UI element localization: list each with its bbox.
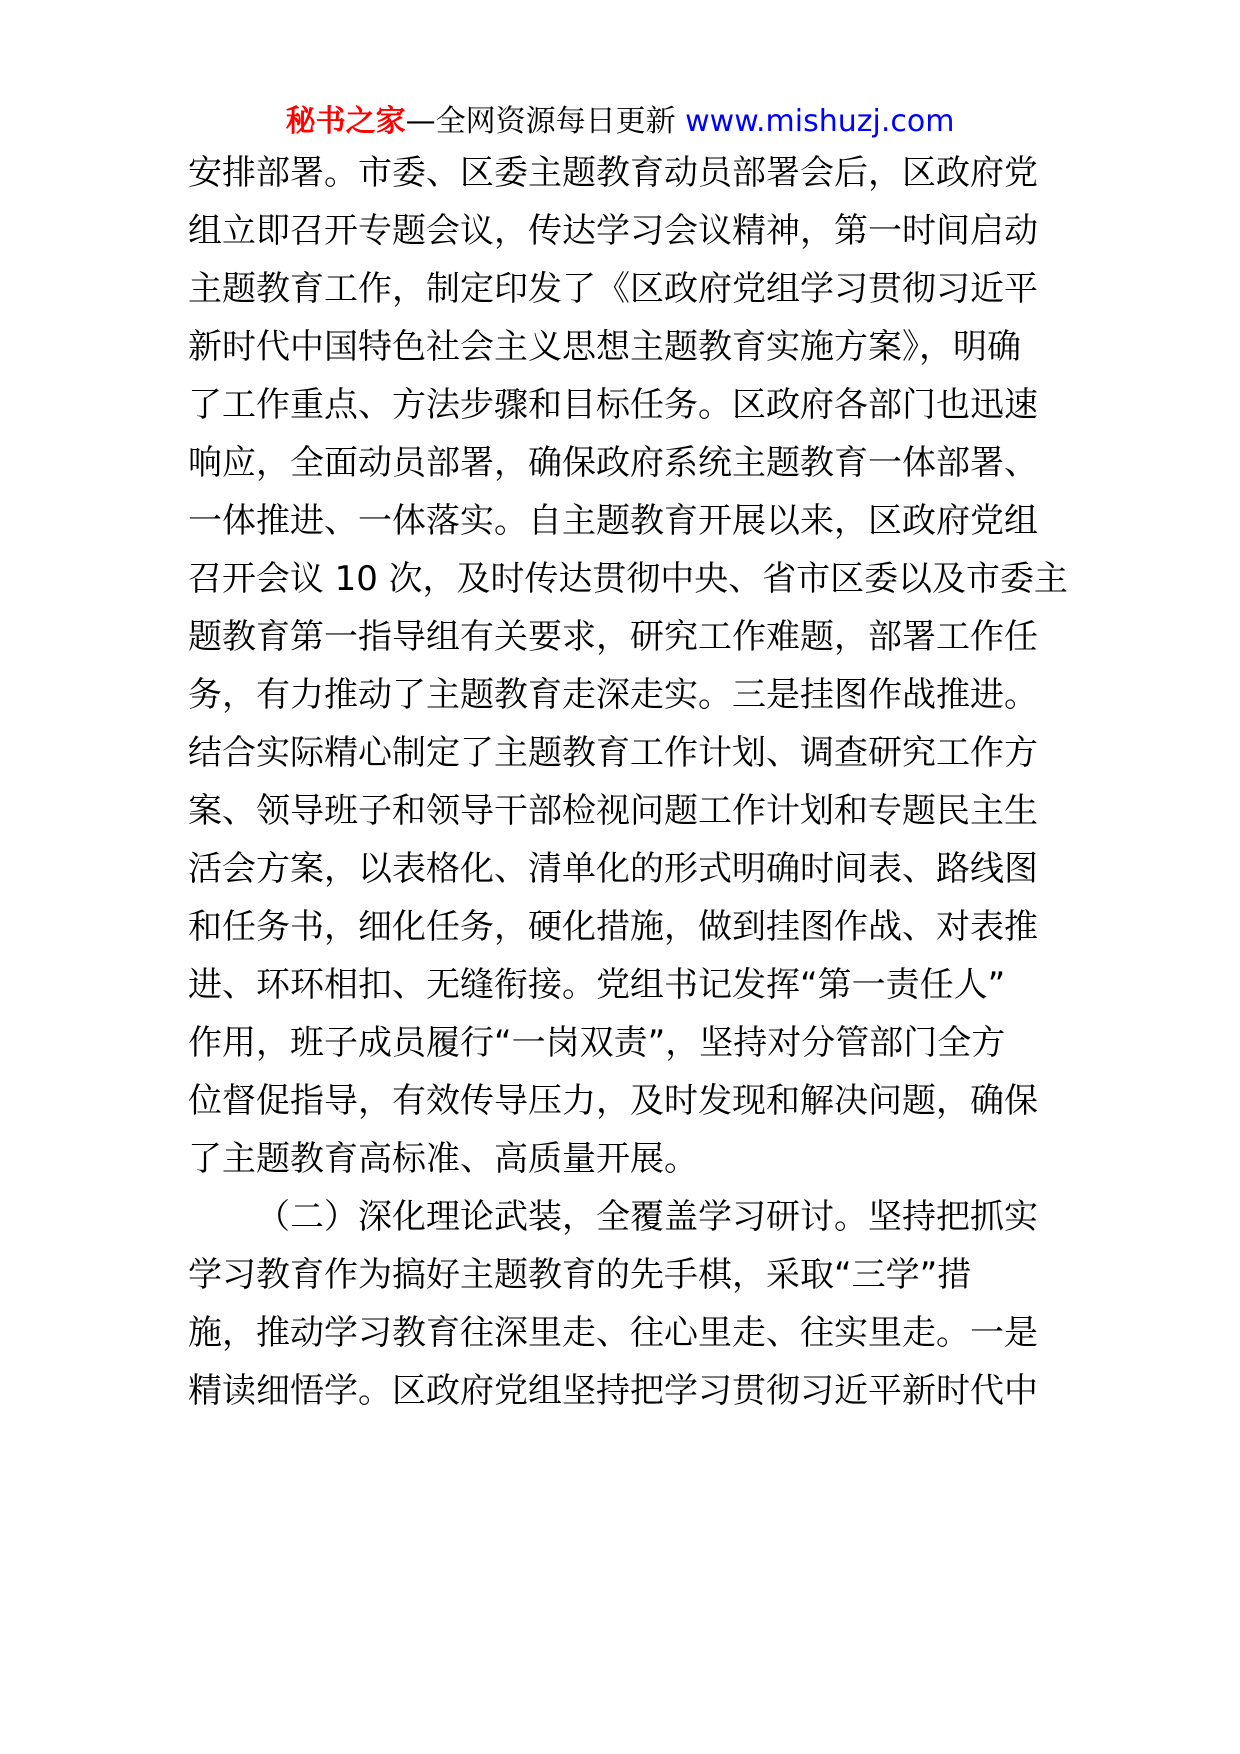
body-line: 位督促指导，有效传导压力，及时发现和解决问题，确保: [188, 1081, 1038, 1121]
body-line: 了工作重点、方法步骤和目标任务。区政府各部门也迅速: [188, 385, 1038, 425]
body-line: 案、领导班子和领导干部检视问题工作计划和专题民主生: [188, 791, 1038, 831]
body-line: 作用，班子成员履行“一岗双责”，坚持对分管部门全方: [188, 1023, 1006, 1063]
body-line: 和任务书，细化任务，硬化措施，做到挂图作战、对表推: [188, 907, 1038, 947]
body-line: 安排部署。市委、区委主题教育动员部署会后，区政府党: [188, 153, 1038, 193]
site-url-link[interactable]: www.mishuzj.com: [685, 104, 955, 139]
body-line: 一体推进、一体落实。自主题教育开展以来，区政府党组: [188, 501, 1038, 541]
watermark-header: [0, 102, 1240, 142]
body-line: 主题教育工作，制定印发了《区政府党组学习贯彻习近平: [188, 269, 1038, 309]
body-line: 活会方案，以表格化、清单化的形式明确时间表、路线图: [188, 849, 1038, 889]
header-slogan: —全网资源每日更新: [405, 104, 686, 139]
body-line: 了主题教育高标准、高质量开展。: [188, 1139, 698, 1179]
body-line: 响应，全面动员部署，确保政府系统主题教育一体部署、: [188, 443, 1038, 483]
body-line: 结合实际精心制定了主题教育工作计划、调查研究工作方: [188, 733, 1038, 773]
body-line: 召开会议 10 次，及时传达贯彻中央、省市区委以及市委主: [188, 559, 1068, 599]
body-line: 务，有力推动了主题教育走深走实。三是挂图作战推进。: [188, 675, 1038, 715]
body-line: 组立即召开专题会议，传达学习会议精神，第一时间启动: [188, 211, 1038, 251]
body-line: 新时代中国特色社会主义思想主题教育实施方案》，明确: [188, 327, 1021, 367]
body-line: 施，推动学习教育往深里走、往心里走、往实里走。一是: [188, 1313, 1038, 1353]
body-line: 进、环环相扣、无缝衔接。党组书记发挥“第一责任人”: [188, 965, 1006, 1005]
body-line: 精读细悟学。区政府党组坚持把学习贯彻习近平新时代中: [188, 1371, 1038, 1411]
section-heading-line: （二）深化理论武装，全覆盖学习研讨。坚持把抓实: [256, 1197, 1038, 1237]
body-line: 题教育第一指导组有关要求，研究工作难题，部署工作任: [188, 617, 1038, 657]
brand-name: 秘书之家: [285, 104, 406, 139]
body-line: 学习教育作为搞好主题教育的先手棋，采取“三学”措: [188, 1255, 972, 1295]
